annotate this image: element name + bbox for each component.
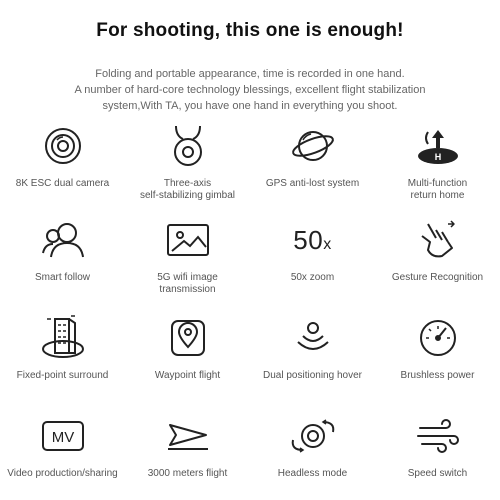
speedometer-icon	[375, 314, 500, 362]
return-home-icon	[375, 122, 500, 170]
feature-label: 3000 meters flight	[147, 468, 228, 479]
feature-label: Dual positioning hover	[263, 370, 362, 381]
feature-item	[125, 216, 250, 296]
description-line: system,With TA, you have one hand in everything you shoot.	[102, 100, 398, 112]
feature-label: 50x zoom	[290, 272, 335, 283]
feature-item	[250, 216, 375, 284]
feature-item	[125, 122, 250, 202]
feature-item	[125, 314, 250, 382]
feature-item	[0, 122, 125, 190]
feature-item	[375, 314, 500, 382]
feature-label: GPS anti-lost system	[265, 178, 360, 189]
feature-item	[375, 122, 500, 202]
feature-label: Video production/sharing	[7, 468, 118, 479]
description-line: Folding and portable appearance, time is recorded in one hand.	[95, 68, 405, 80]
feature-label: Headless mode	[277, 468, 348, 479]
feature-item	[0, 314, 125, 382]
feature-label: Gesture Recognition	[391, 272, 484, 283]
waypoint-map-icon	[125, 314, 250, 362]
feature-grid	[0, 122, 500, 500]
hover-signal-icon	[250, 314, 375, 362]
feature-label: Waypoint flight	[154, 370, 221, 381]
mv-glyph: MV	[51, 429, 74, 446]
feature-label: Multi-function return home	[407, 178, 468, 201]
feature-label: 5G wifi image transmission	[157, 272, 218, 295]
feature-label: Smart follow	[34, 272, 90, 283]
feature-item	[375, 412, 500, 480]
feature-item	[0, 216, 125, 284]
feature-item	[0, 412, 125, 480]
camera-lens-icon	[0, 122, 125, 170]
feature-item	[250, 412, 375, 480]
gimbal-icon	[125, 122, 250, 170]
paper-plane-icon	[125, 412, 250, 460]
image-transmission-icon	[125, 216, 250, 264]
svg-text:H: H	[434, 152, 441, 162]
feature-item	[250, 122, 375, 190]
description	[0, 66, 500, 114]
gps-planet-icon	[250, 122, 375, 170]
smart-follow-icon	[0, 216, 125, 264]
surround-building-icon	[0, 314, 125, 362]
zoom-50x-icon: 50x	[293, 224, 332, 255]
page-title: For shooting, this one is enough!	[96, 20, 404, 41]
description-line: A number of hard-core technology blessings, excellent flight stabilization	[74, 84, 426, 96]
feature-label: Three-axis self-stabilizing gimbal	[139, 178, 236, 201]
feature-item	[375, 216, 500, 284]
wind-speed-icon	[375, 412, 500, 460]
feature-label: Brushless power	[400, 370, 475, 381]
feature-label: Speed switch	[407, 468, 468, 479]
feature-label: 8K ESC dual camera	[15, 178, 110, 189]
feature-item	[250, 314, 375, 382]
gesture-hand-icon	[375, 216, 500, 264]
headless-mode-icon	[250, 412, 375, 460]
feature-label: Fixed-point surround	[16, 370, 109, 381]
feature-item	[125, 412, 250, 480]
mv-video-icon	[0, 412, 125, 460]
